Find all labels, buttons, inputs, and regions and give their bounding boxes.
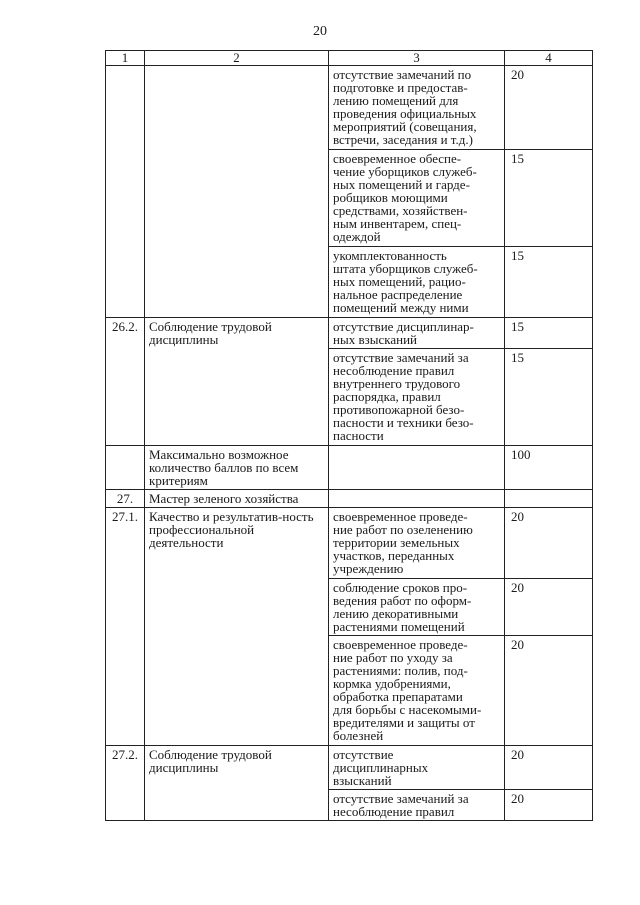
indicator-name-cell: Максимально возможное количество баллов по всем критериям [145,446,329,490]
criterion-cell: отсутствие дисциплинар- ных взысканий [329,318,505,349]
column-number-row [106,51,593,66]
score-cell: 20 [505,508,593,579]
column-number-4: 4 [505,51,593,66]
criterion-cell: соблюдение сроков про- ведения работ по оформ- лению декоративными растениями помещений [329,579,505,636]
indicator-name-cell: Мастер зеленого хозяйства [145,490,329,508]
criterion-cell [329,490,505,508]
item-number-cell [106,446,145,490]
item-number-cell: 27. [106,490,145,508]
score-cell: 20 [505,66,593,150]
indicator-name-cell: Соблюдение трудовой дисциплины [145,318,329,446]
score-cell: 15 [505,349,593,446]
table-row [106,446,593,490]
column-number-3: 3 [329,51,505,66]
item-number-cell: 27.1. [106,508,145,746]
table-row [106,490,593,508]
column-number-2: 2 [145,51,329,66]
score-cell: 15 [505,247,593,318]
item-number-cell: 26.2. [106,318,145,446]
score-cell: 100 [505,446,593,490]
item-number-cell: 27.2. [106,746,145,821]
table-row [106,66,593,150]
item-number-cell [106,66,145,318]
criterion-cell: своевременное проведе- ние работ по уходу за растениями: полив, под- кормка удобрениями, обработка препаратами для борьбы с насекомыми- вредителями и защиты от болезней [329,636,505,746]
criterion-cell: своевременное проведе- ние работ по озеленению территории земельных участков, переданных учреждению [329,508,505,579]
criterion-cell: укомплектованность штата уборщиков служеб- ных помещений, рацио- нальное распределение помещений между ними [329,247,505,318]
indicator-name-cell: Качество и результатив-ность профессиональной деятельности [145,508,329,746]
score-cell: 20 [505,790,593,821]
score-cell: 20 [505,746,593,790]
indicator-name-cell [145,66,329,318]
indicator-name-cell: Соблюдение трудовой дисциплины [145,746,329,821]
criterion-cell: отсутствие замечаний за несоблюдение правил [329,790,505,821]
table-row [106,508,593,579]
score-cell: 15 [505,318,593,349]
column-number-1: 1 [106,51,145,66]
score-cell: 20 [505,579,593,636]
page-number: 20 [313,24,327,39]
score-cell [505,490,593,508]
table-row [106,318,593,349]
criterion-cell: отсутствие дисциплинарных взысканий [329,746,505,790]
criterion-cell: отсутствие замечаний по подготовке и предостав- лению помещений для проведения официальных мероприятий (совещания, встречи, заседания и т.д.) [329,66,505,150]
score-cell: 15 [505,150,593,247]
criteria-table [105,50,593,821]
criterion-cell: своевременное обеспе- чение уборщиков служеб- ных помещений и гарде- робщиков моющими средствами, хозяйствен- ным инвентарем, спец- одеждой [329,150,505,247]
score-cell: 20 [505,636,593,746]
table-row [106,746,593,790]
criterion-cell: отсутствие замечаний за несоблюдение правил внутреннего трудового распорядка, правил противопожарной безо- пасности и техники безо- пасности [329,349,505,446]
criterion-cell [329,446,505,490]
